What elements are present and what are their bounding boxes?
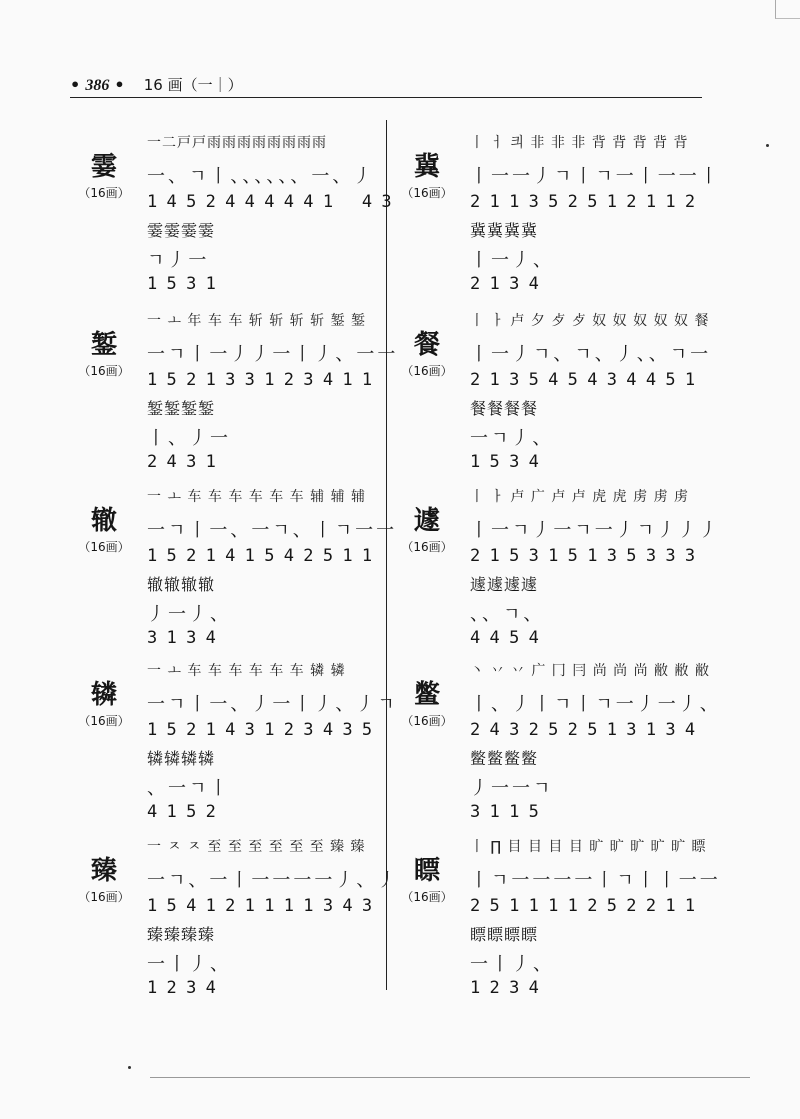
running-header — [70, 74, 243, 95]
stroke-sequence-row-1: 一 ㅗ 年 车 车 斩 斩 斩 斩 錾 錾 — [147, 313, 367, 329]
stroke-sequence-row-2: 餐餐餐餐 — [470, 399, 539, 418]
stroke-count-label: （16画） — [78, 364, 130, 378]
stroke-shapes-row-1: 一ㄱ丨一、一ㄱ、丨ㄱ一一 — [147, 520, 398, 541]
stroke-numbers-row-2: 1234 — [147, 978, 226, 998]
scan-edge-line — [150, 1077, 750, 1078]
stroke-sequence-row-1: 丨 ㅓ 킈 非 非 非 背 背 背 背 背 — [470, 135, 689, 151]
entry-character: 遽 — [413, 506, 440, 536]
entry-caption — [75, 856, 133, 905]
stroke-sequence-row-1: 丨 ㅏ 卢 广 卢 卢 虎 虎 虏 虏 虏 — [470, 489, 690, 505]
stroke-shapes-row-1: 丨一ㄱ丿一ㄱ一丿ㄱ丿丿丿 — [470, 520, 721, 541]
stroke-numbers-row-2: 1531 — [147, 274, 226, 294]
entry-character: 臻 — [90, 856, 117, 886]
entry-caption — [75, 506, 133, 555]
stroke-sequence-row-1: 一 ㅗ 车 车 车 车 车 车 辅 辅 辅 — [147, 489, 367, 505]
entry-caption — [75, 680, 133, 729]
stroke-numbers-row-2: 1234 — [470, 978, 549, 998]
stroke-sequence-row-2: 臻臻臻臻 — [147, 925, 216, 944]
stroke-count-label: （16画） — [78, 540, 130, 554]
stroke-shapes-row-2: 丿一丿、 — [147, 604, 231, 625]
stroke-sequence-row-1: 丨 ㅏ 卢 夕 歺 歺 奴 奴 奴 奴 奴 餐 — [470, 313, 710, 329]
stroke-numbers-row-2: 3115 — [470, 802, 549, 822]
stroke-count-label: （16画） — [401, 540, 453, 554]
stroke-numbers-row-1: 152143123435 — [147, 720, 382, 740]
entry-character: 冀 — [413, 152, 440, 182]
stroke-shapes-row-1: 丨ㄱ一一一一丨ㄱ丨丨一一 — [470, 870, 721, 891]
header-rule — [70, 97, 702, 98]
stroke-numbers-row-1: 154121111343 — [147, 896, 382, 916]
entry-character: 鳖 — [413, 680, 440, 710]
stroke-shapes-row-1: 丨一一丿ㄱ丨ㄱ一丨一一丨 — [470, 166, 721, 187]
entry-character: 辚 — [90, 680, 117, 710]
page-corner-fold — [775, 0, 800, 19]
stroke-shapes-row-2: ㄱ丿一 — [147, 250, 210, 271]
stroke-numbers-row-2: 3134 — [147, 628, 226, 648]
stroke-shapes-row-1: 一ㄱ丨一、丿一丨丿、丿ㄱ — [147, 694, 398, 715]
stroke-sequence-row-2: 冀冀冀冀 — [470, 221, 539, 240]
entry-right-1 — [398, 135, 721, 310]
stroke-sequence-row-1: 一二戸戸雨雨雨雨雨雨雨雨 — [147, 135, 327, 151]
stroke-numbers-row-1: 1452444441 43 — [147, 192, 401, 212]
stroke-numbers-row-1: 152133123411 — [147, 370, 382, 390]
entry-caption — [398, 506, 456, 555]
entry-caption — [398, 680, 456, 729]
stroke-numbers-row-1: 243252513134 — [470, 720, 705, 740]
stroke-sequence-row-2: 錾錾錾錾 — [147, 399, 216, 418]
entry-caption — [398, 856, 456, 905]
stroke-shapes-row-2: 丨一丿、 — [470, 250, 554, 271]
stroke-shapes-row-2: 一ㄱ丿、 — [470, 428, 554, 449]
stroke-numbers-row-2: 1534 — [470, 452, 549, 472]
entry-caption — [398, 330, 456, 379]
stroke-shapes-row-1: 一ㄱ、一丨一一一一丿、丿 — [147, 870, 399, 891]
header-dot-left: • — [70, 75, 81, 94]
stroke-sequence-row-2: 辙辙辙辙 — [147, 575, 216, 594]
section-title: 16 画（一｜） — [143, 76, 243, 94]
stroke-sequence-row-2: 鳖鳖鳖鳖 — [470, 749, 539, 768]
stroke-numbers-row-2: 4152 — [147, 802, 226, 822]
entry-character: 霎 — [90, 152, 117, 182]
entry-right-2 — [398, 313, 718, 488]
entry-character: 錾 — [90, 330, 117, 360]
stroke-numbers-row-2: 2134 — [470, 274, 549, 294]
entry-left-2 — [75, 313, 399, 488]
stroke-sequence-row-2: 霎霎霎霎 — [147, 221, 216, 240]
stroke-sequence-row-2: 遽遽遽遽 — [470, 575, 539, 594]
stroke-count-label: （16画） — [401, 186, 453, 200]
entry-left-4 — [75, 663, 398, 838]
entry-caption — [75, 152, 133, 201]
stroke-numbers-row-2: 4454 — [470, 628, 549, 648]
stroke-shapes-row-1: 丨、丿丨ㄱ丨ㄱ一丿一丿、 — [470, 694, 721, 715]
stroke-shapes-row-2: 、一ㄱ丨 — [147, 778, 231, 799]
entry-character: 餐 — [413, 330, 440, 360]
stroke-shapes-row-2: 丨、丿一 — [147, 428, 231, 449]
scan-speck — [128, 1066, 131, 1069]
stroke-shapes-row-1: 一ㄱ丨一丿丿一丨丿、一一 — [147, 344, 399, 365]
stroke-count-label: （16画） — [401, 890, 453, 904]
stroke-shapes-row-2: 一丨丿、 — [147, 954, 231, 975]
stroke-shapes-row-2: 、、ㄱ、 — [470, 604, 545, 625]
stroke-sequence-row-1: 丨 ∏ 目 目 目 目 旷 旷 旷 旷 旷 瞟 — [470, 839, 707, 855]
entry-character: 辙 — [90, 506, 117, 536]
entry-caption — [398, 152, 456, 201]
entry-left-3 — [75, 489, 398, 664]
stroke-numbers-row-1: 251111252211 — [470, 896, 705, 916]
header-dot-right: • — [114, 75, 125, 94]
stroke-shapes-row-2: 一丨丿、 — [470, 954, 554, 975]
stroke-numbers-row-2: 2431 — [147, 452, 226, 472]
entry-left-1 — [75, 135, 401, 310]
stroke-count-label: （16画） — [78, 186, 130, 200]
stroke-sequence-row-1: 一 ㅗ 车 车 车 车 车 车 辚 辚 — [147, 663, 346, 679]
stroke-count-label: （16画） — [401, 364, 453, 378]
stroke-numbers-row-1: 152141542511 — [147, 546, 382, 566]
stroke-numbers-row-1: 211352512112 — [470, 192, 705, 212]
stroke-sequence-row-2: 辚辚辚辚 — [147, 749, 216, 768]
stroke-count-label: （16画） — [78, 714, 130, 728]
entry-left-5 — [75, 839, 399, 1014]
entry-right-3 — [398, 489, 721, 664]
stroke-shapes-row-1: 丨一丿ㄱ、ㄱ、丿、、ㄱ一 — [470, 344, 712, 365]
entry-right-4 — [398, 663, 721, 838]
stroke-shapes-row-1: 一、ㄱ丨、、、、、、一、丿 — [147, 166, 375, 187]
page-number: 386 — [85, 77, 110, 94]
scan-speck — [766, 144, 769, 147]
stroke-sequence-row-1: 丶 丷 丷 广 冂 冃 尚 尚 尚 敝 敝 敝 — [470, 663, 710, 679]
entry-caption — [75, 330, 133, 379]
stroke-sequence-row-2: 瞟瞟瞟瞟 — [470, 925, 539, 944]
stroke-count-label: （16画） — [78, 890, 130, 904]
stroke-count-label: （16画） — [401, 714, 453, 728]
stroke-sequence-row-1: 一 ㅈ ㅈ 至 至 至 至 至 至 臻 臻 — [147, 839, 366, 855]
entry-character: 瞟 — [413, 856, 440, 886]
stroke-numbers-row-1: 213545434451 — [470, 370, 705, 390]
stroke-numbers-row-1: 215315135333 — [470, 546, 705, 566]
stroke-shapes-row-2: 丿一一ㄱ — [470, 778, 554, 799]
entry-right-5 — [398, 839, 721, 1014]
